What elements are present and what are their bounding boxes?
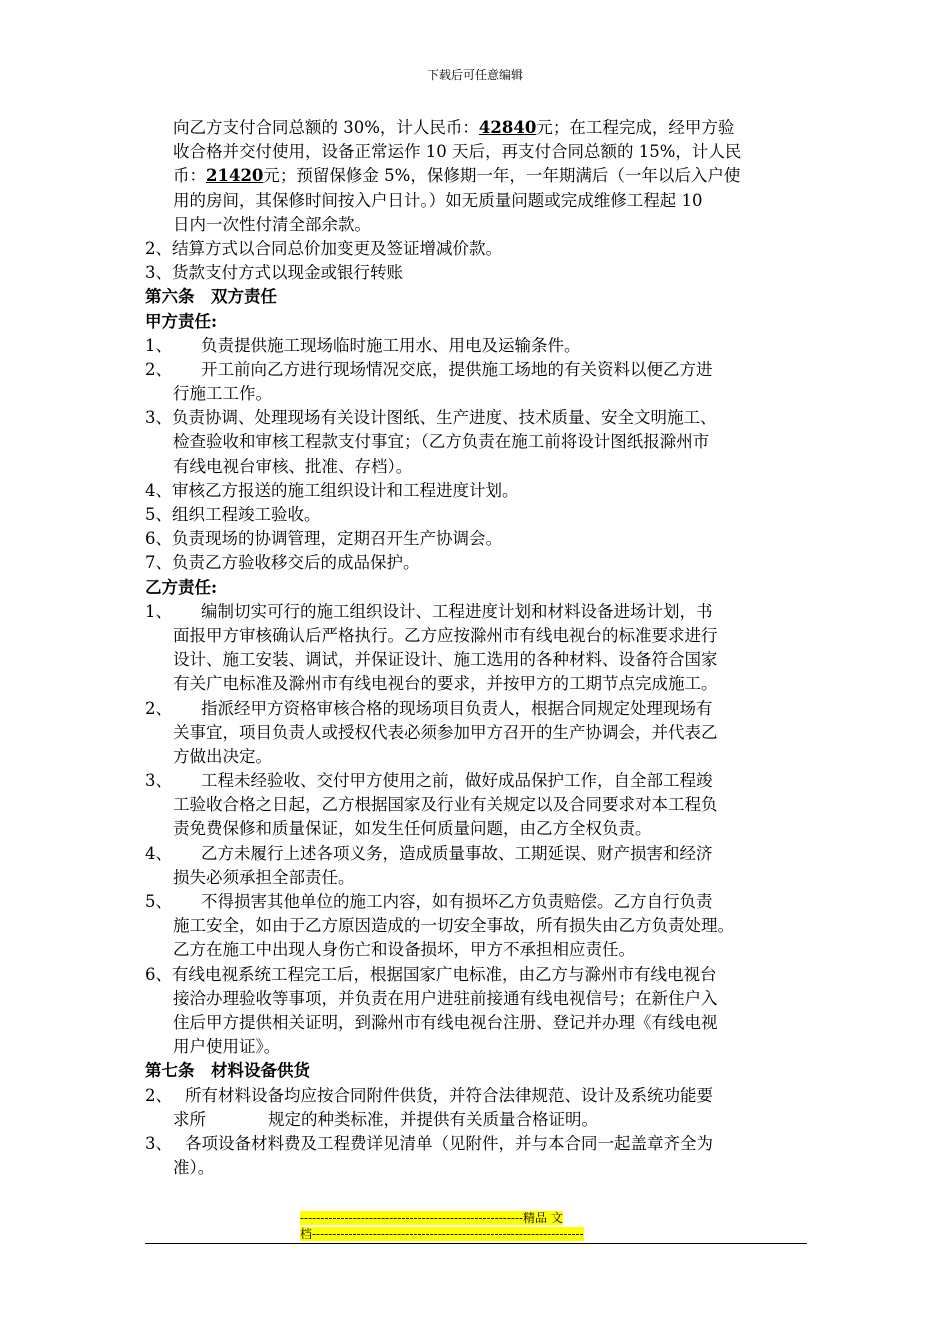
party-b-item-4: 4、 乙方未履行上述各项义务，造成质量事故、工期延误、财产损害和经济	[145, 843, 713, 863]
article-7-item-3-cont: 准）。	[173, 1158, 215, 1178]
article-7-heading: 第七条 材料设备供货	[145, 1061, 310, 1081]
payment-method-item: 3、货款支付方式以现金或银行转账	[145, 263, 403, 283]
payment-line-4: 用的房间，其保修时间按入户日计。）如无质量问题或完成维修工程起 10	[173, 190, 703, 210]
party-b-item-1: 1、 编制切实可行的施工组织设计、工程进度计划和材料设备进场计划，书	[145, 601, 713, 621]
amount-2: 21420	[206, 166, 264, 186]
party-b-item-5-cont2: 乙方在施工中出现人身伤亡和设备损坏，甲方不承担相应责任。	[173, 940, 635, 960]
party-b-item-5-cont: 施工安全，如由于乙方原因造成的一切安全事故，所有损失由乙方负责处理。	[173, 916, 734, 936]
payment-line-1: 向乙方支付合同总额的 30%，计人民币：42840元；在工程完成，经甲方验	[173, 118, 735, 137]
party-a-item-5: 5、组织工程竣工验收。	[145, 505, 321, 524]
page-header: 下载后可任意编辑	[426, 68, 523, 82]
article-6-heading: 第六条 双方责任	[145, 287, 277, 307]
article-7-item-2-cont: 求所 规定的种类标准，并提供有关质量合格证明。	[173, 1109, 598, 1129]
footer-line-2: 档-------------------------------------------------------------------	[300, 1227, 584, 1241]
party-a-item-1: 1、 负责提供施工现场临时施工用水、用电及运输条件。	[145, 335, 581, 355]
party-b-item-3-cont: 工验收合格之日起，乙方根据国家及行业有关规定以及合同要求对本工程负	[173, 795, 718, 815]
party-b-item-6-cont3: 用户使用证》。	[173, 1037, 281, 1057]
article-7-item-3: 3、 各项设备材料费及工程费详见清单（见附件，并与本合同一起盖章齐全为	[145, 1133, 713, 1153]
party-a-item-3-cont: 检查验收和审核工程款支付事宜；（乙方负责在施工前将设计图纸报滁州市	[173, 432, 710, 452]
party-b-title: 乙方责任:	[145, 577, 218, 597]
party-b-item-6: 6、有线电视系统工程完工后，根据国家广电标准，由乙方与滁州市有线电视台	[145, 964, 717, 984]
document-body	[145, 116, 810, 1180]
party-b-item-1-cont2: 设计、施工安装、调试，并保证设计、施工选用的各种材料、设备符合国家	[173, 650, 718, 670]
party-b-item-2: 2、 指派经甲方资格审核合格的现场项目负责人，根据合同规定处理现场有	[145, 698, 713, 718]
party-a-title: 甲方责任:	[145, 311, 218, 331]
party-a-item-7: 7、负责乙方验收移交后的成品保护。	[145, 553, 420, 573]
payment-line-3: 币：21420元；预留保修金 5%，保修期一年，一年期满后（一年以后入户使	[173, 166, 741, 186]
footer-line-1: -------------------------------------------------------精品 文	[300, 1211, 563, 1225]
party-a-item-4: 4、审核乙方报送的施工组织设计和工程进度计划。	[145, 480, 519, 500]
settlement-item: 2、结算方式以合同总价加变更及签证增减价款。	[145, 238, 502, 258]
page-footer	[300, 1210, 650, 1242]
party-b-item-2-cont: 关事宜，项目负责人或授权代表必须参加甲方召开的生产协调会，并代表乙	[173, 722, 718, 742]
party-b-item-1-cont: 面报甲方审核确认后严格执行。乙方应按滁州市有线电视台的标准要求进行	[173, 625, 718, 645]
party-b-item-1-cont3: 有关广电标准及滁州市有线电视台的要求，并按甲方的工期节点完成施工。	[173, 674, 718, 694]
party-b-item-2-cont2: 方做出决定。	[173, 746, 272, 766]
party-a-item-6: 6、负责现场的协调管理，定期召开生产协调会。	[145, 529, 502, 549]
article-7-item-2: 2、 所有材料设备均应按合同附件供货，并符合法律规范、设计及系统功能要	[145, 1085, 713, 1105]
party-a-item-3: 3、负责协调、处理现场有关设计图纸、生产进度、技术质量、安全文明施工、	[145, 408, 717, 428]
party-a-item-2-cont: 行施工工作。	[173, 384, 272, 404]
party-b-item-3-cont2: 责免费保修和质量保证，如发生任何质量问题，由乙方全权负责。	[173, 819, 652, 839]
party-b-item-6-cont2: 住后甲方提供相关证明，到滁州市有线电视台注册、登记并办理《有线电视	[173, 1012, 718, 1032]
party-b-item-3: 3、 工程未经验收、交付甲方使用之前，做好成品保护工作，自全部工程竣	[145, 771, 713, 791]
payment-line-5: 日内一次性付清全部余款。	[173, 214, 371, 234]
amount-1: 42840	[478, 118, 537, 137]
party-b-item-4-cont: 损失必须承担全部责任。	[173, 867, 355, 887]
party-a-item-2: 2、 开工前向乙方进行现场情况交底，提供施工场地的有关资料以便乙方进	[145, 359, 713, 379]
party-b-item-6-cont: 接洽办理验收等事项，并负责在用户进驻前接通有线电视信号；在新住户入	[173, 988, 718, 1008]
payment-line-2: 收合格并交付使用，设备正常运作 10 天后，再支付合同总额的 15%，计人民	[173, 142, 742, 162]
party-b-item-5: 5、 不得损害其他单位的施工内容，如有损坏乙方负责赔偿。乙方自行负责	[145, 892, 713, 911]
party-a-item-3-cont2: 有线电视台审核、批准、存档）。	[173, 456, 413, 476]
footer-divider	[145, 1243, 807, 1244]
